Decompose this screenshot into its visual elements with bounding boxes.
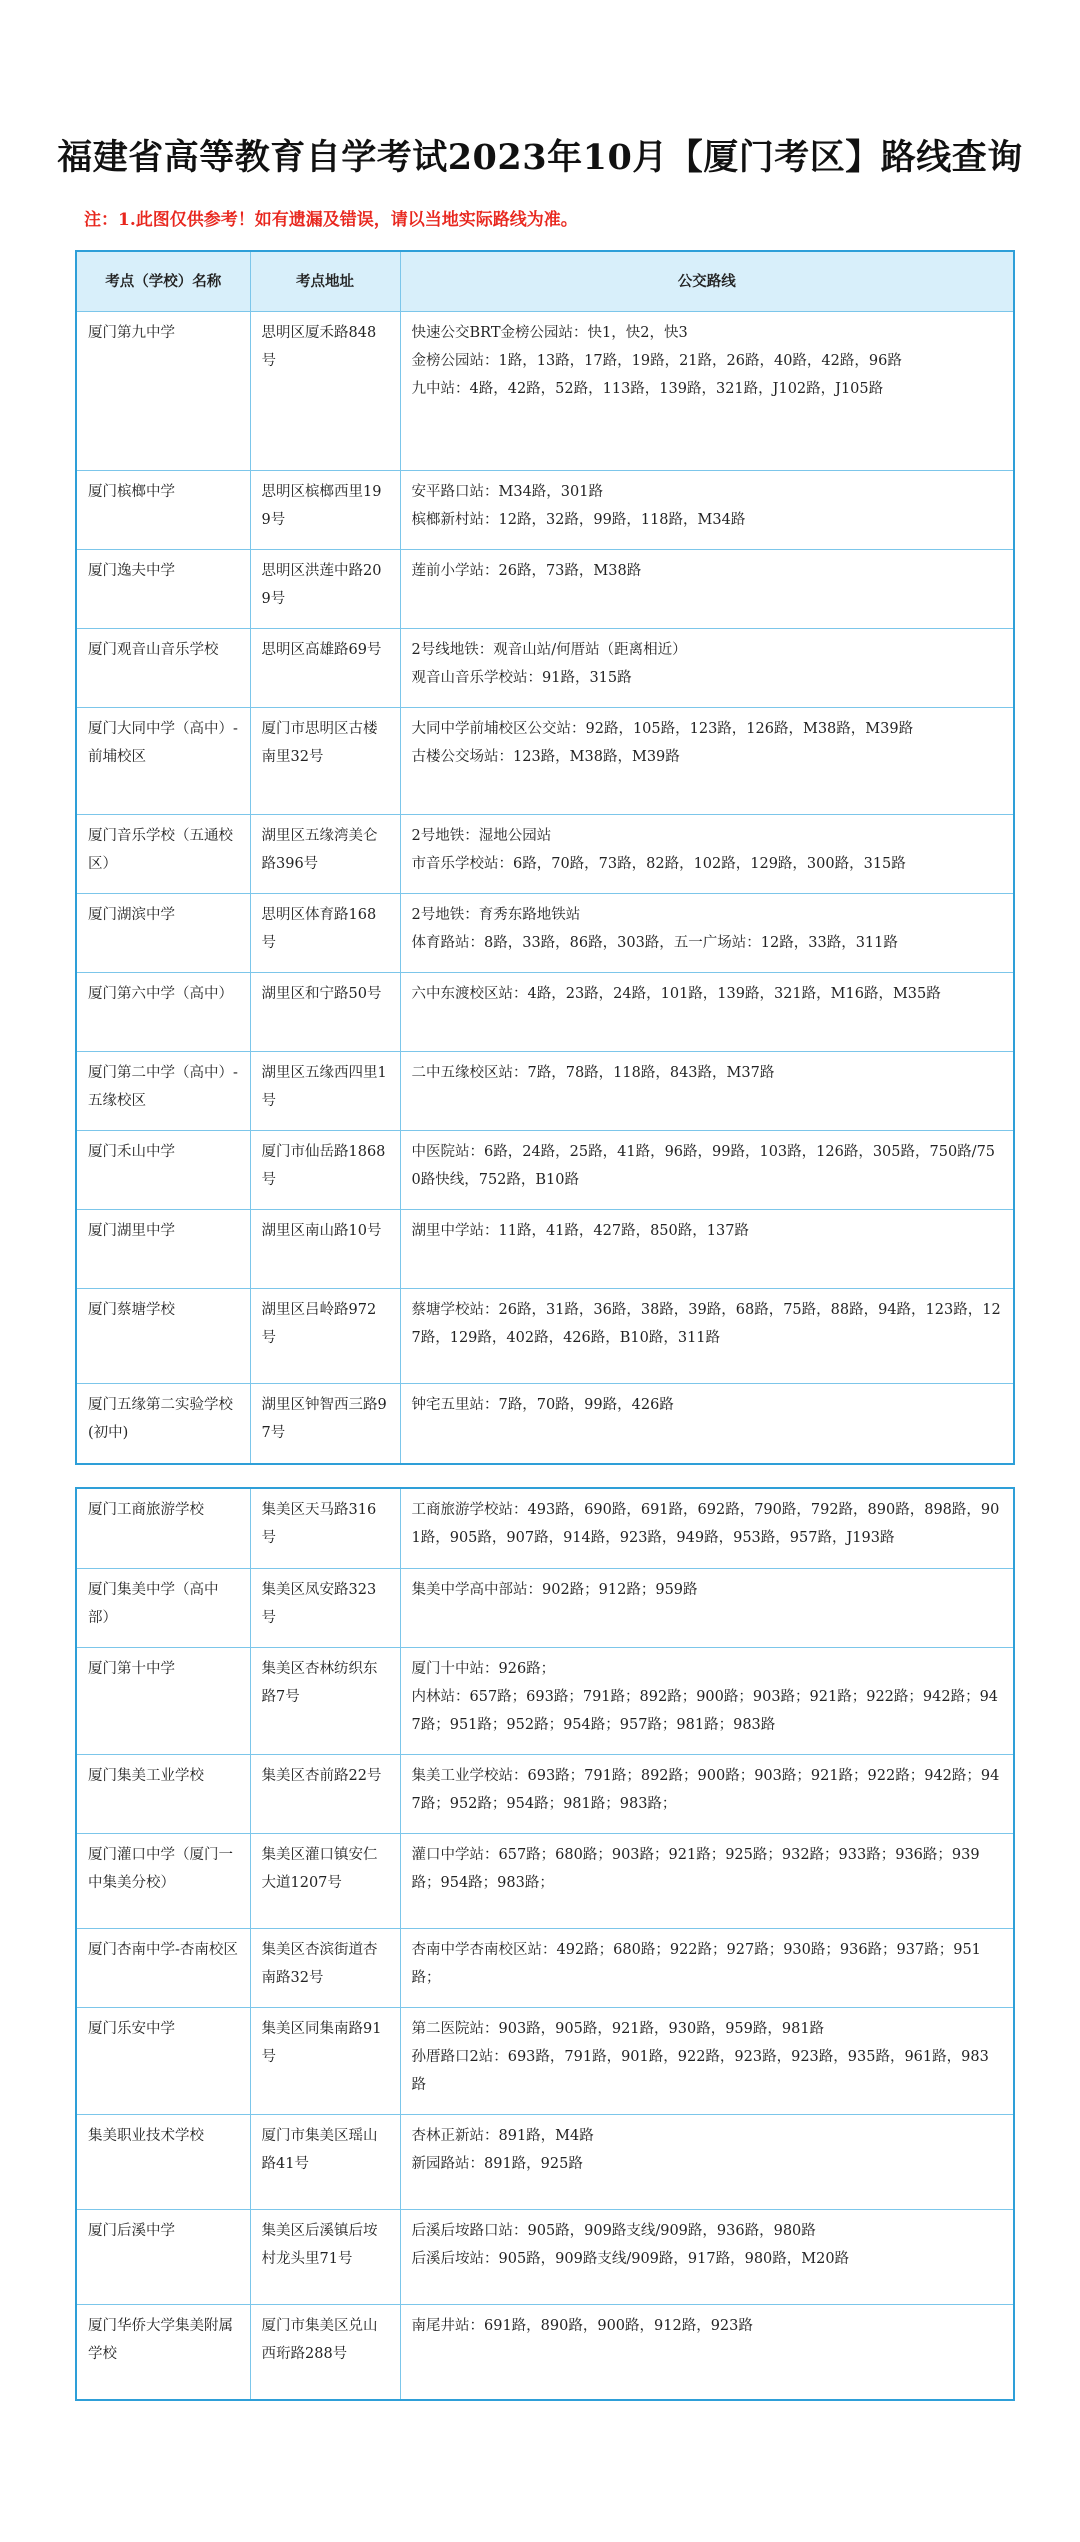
table-row	[77, 1833, 1013, 1928]
bus-routes	[400, 815, 1013, 894]
route-line: 市音乐学校站：6路，70路，73路，82路，102路，129路，300路，315路	[411, 856, 906, 872]
bus-routes	[400, 2007, 1013, 2114]
route-line: 2号地铁：育秀东路地铁站	[411, 907, 581, 923]
school-address: 厦门市思明区古楼南里32号	[250, 708, 400, 815]
table-row	[77, 973, 1013, 1052]
table-row	[77, 550, 1013, 629]
page-title: 福建省高等教育自学考试2023年10月【厦门考区】路线查询	[57, 137, 1023, 178]
route-table-2	[75, 1487, 1015, 2401]
bus-routes	[400, 1833, 1013, 1928]
route-line: 杏林正新站：891路，M4路	[411, 2127, 594, 2144]
route-line: 厦门十中站：926路；	[411, 1660, 556, 1677]
school-name: 厦门音乐学校（五通校区）	[77, 815, 250, 894]
school-name: 厦门后溪中学	[77, 2209, 250, 2304]
bus-routes	[400, 1210, 1013, 1289]
school-address: 湖里区五缘湾美仑路396号	[250, 815, 400, 894]
school-name: 厦门灌口中学（厦门一中集美分校）	[77, 1833, 250, 1928]
school-address: 思明区体育路168号	[250, 894, 400, 973]
school-name: 厦门湖滨中学	[77, 894, 250, 973]
school-name: 厦门杏南中学-杏南校区	[77, 1928, 250, 2007]
table-row	[77, 815, 1013, 894]
table-row	[77, 1384, 1013, 1463]
school-name: 厦门大同中学（高中）-前埔校区	[77, 708, 250, 815]
route-line: 后溪后垵站：905路，909路支线/909路，917路，980路，M20路	[411, 2250, 850, 2267]
route-line: 2号线地铁：观音山站/何厝站（距离相近）	[411, 642, 687, 658]
route-line: 二中五缘校区站：7路，78路，118路，843路，M37路	[411, 1065, 775, 1081]
school-name: 厦门华侨大学集美附属学校	[77, 2304, 250, 2399]
bus-routes	[400, 2209, 1013, 2304]
route-line: 2号地铁：湿地公园站	[411, 828, 552, 844]
route-line: 中医院站：6路，24路，25路，41路，96路，99路，103路，126路，305路，750路/750路快线，752路，B10路	[411, 1144, 996, 1188]
route-line: 工商旅游学校站：493路，690路，691路，692路，790路，792路，890路，898路，901路，905路，907路，914路，923路，949路，953路，957路，J193路	[411, 1502, 1000, 1546]
school-address: 集美区凤安路323号	[250, 1568, 400, 1647]
route-line: 集美工业学校站：693路；791路；892路；900路；903路；921路；922路；942路；947路；952路；954路；981路；983路；	[411, 1767, 1000, 1812]
school-address: 湖里区五缘西四里1号	[250, 1052, 400, 1131]
table-row	[77, 1052, 1013, 1131]
school-name: 厦门第二中学（高中）-五缘校区	[77, 1052, 250, 1131]
school-name: 厦门湖里中学	[77, 1210, 250, 1289]
school-address: 集美区杏滨街道杏南路32号	[250, 1928, 400, 2007]
route-line: 内林站：657路；693路；791路；892路；900路；903路；921路；922路；942路；947路；951路；952路；954路；957路；981路；983路	[411, 1688, 999, 1733]
school-address: 集美区同集南路91号	[250, 2007, 400, 2114]
route-line: 杏南中学杏南校区站：492路；680路；922路；927路；930路；936路；937路；951路；	[411, 1941, 981, 1986]
header-school: 考点（学校）名称	[77, 252, 250, 312]
bus-routes	[400, 2304, 1013, 2399]
school-name: 厦门第十中学	[77, 1647, 250, 1754]
route-line: 体育路站：8路，33路，86路，303路，五一广场站：12路，33路，311路	[411, 935, 898, 951]
bus-routes	[400, 1754, 1013, 1833]
school-name: 厦门槟榔中学	[77, 471, 250, 550]
school-address: 思明区洪莲中路209号	[250, 550, 400, 629]
school-name: 厦门五缘第二实验学校(初中)	[77, 1384, 250, 1463]
table-row	[77, 1754, 1013, 1833]
route-line: 集美中学高中部站：902路；912路；959路	[411, 1581, 698, 1598]
route-line: 第二医院站：903路，905路，921路，930路，959路，981路	[411, 2020, 825, 2037]
school-name: 厦门集美中学（高中部）	[77, 1568, 250, 1647]
header-route: 公交路线	[400, 252, 1013, 312]
route-line: 灌口中学站：657路；680路；903路；921路；925路；932路；933路；936路；939路；954路；983路；	[411, 1846, 980, 1891]
school-name: 厦门集美工业学校	[77, 1754, 250, 1833]
table-row	[77, 1289, 1013, 1384]
route-line: 湖里中学站：11路，41路，427路，850路，137路	[411, 1223, 749, 1239]
school-name: 厦门逸夫中学	[77, 550, 250, 629]
route-line: 南尾井站：691路，890路，900路，912路，923路	[411, 2317, 753, 2334]
bus-routes	[400, 550, 1013, 629]
bus-routes	[400, 1489, 1013, 1568]
table-row	[77, 629, 1013, 708]
table-row	[77, 2007, 1013, 2114]
table-row	[77, 1647, 1013, 1754]
route-line: 快速公交BRT金榜公园站：快1，快2，快3	[411, 325, 688, 341]
bus-routes	[400, 471, 1013, 550]
bus-routes	[400, 1052, 1013, 1131]
route-line: 观音山音乐学校站：91路，315路	[411, 670, 632, 686]
school-address: 湖里区吕岭路972号	[250, 1289, 400, 1384]
table-row	[77, 2209, 1013, 2304]
table-row	[77, 894, 1013, 973]
route-line: 六中东渡校区站：4路，23路，24路，101路，139路，321路，M16路，M35路	[411, 986, 941, 1002]
table-row	[77, 1568, 1013, 1647]
table-row	[77, 471, 1013, 550]
bus-routes	[400, 2114, 1013, 2209]
route-line: 莲前小学站：26路，73路，M38路	[411, 563, 642, 579]
header-address: 考点地址	[250, 252, 400, 312]
school-address: 思明区槟榔西里199号	[250, 471, 400, 550]
bus-routes	[400, 1131, 1013, 1210]
bus-routes	[400, 1928, 1013, 2007]
school-name: 厦门乐安中学	[77, 2007, 250, 2114]
bus-routes	[400, 894, 1013, 973]
bus-routes	[400, 1568, 1013, 1647]
school-address: 集美区杏林纺织东路7号	[250, 1647, 400, 1754]
school-address: 集美区后溪镇后垵村龙头里71号	[250, 2209, 400, 2304]
table-row	[77, 2114, 1013, 2209]
school-name: 厦门蔡塘学校	[77, 1289, 250, 1384]
route-line: 安平路口站：M34路，301路	[411, 484, 603, 500]
school-name: 厦门观音山音乐学校	[77, 629, 250, 708]
school-address: 集美区灌口镇安仁大道1207号	[250, 1833, 400, 1928]
table-header-row	[77, 252, 1013, 312]
school-address: 湖里区和宁路50号	[250, 973, 400, 1052]
school-address: 湖里区南山路10号	[250, 1210, 400, 1289]
route-line: 蔡塘学校站：26路，31路，36路，38路，39路，68路，75路，88路，94路，123路，127路，129路，402路，426路，B10路，311路	[411, 1302, 1001, 1346]
bus-routes	[400, 708, 1013, 815]
school-address: 集美区杏前路22号	[250, 1754, 400, 1833]
table-row	[77, 1928, 1013, 2007]
table-row	[77, 312, 1013, 471]
school-address: 厦门市集美区瑶山路41号	[250, 2114, 400, 2209]
bus-routes	[400, 629, 1013, 708]
route-line: 九中站：4路，42路，52路，113路，139路，321路，J102路，J105路	[411, 381, 884, 397]
bus-routes	[400, 1289, 1013, 1384]
school-name: 厦门第六中学（高中）	[77, 973, 250, 1052]
route-line: 后溪后垵路口站：905路，909路支线/909路，936路，980路	[411, 2222, 816, 2239]
bus-routes	[400, 1647, 1013, 1754]
table-row	[77, 1489, 1013, 1568]
route-line: 古楼公交场站：123路，M38路，M39路	[411, 749, 680, 765]
school-address: 厦门市仙岳路1868号	[250, 1131, 400, 1210]
route-line: 金榜公园站：1路，13路，17路，19路，21路，26路，40路，42路，96路	[411, 353, 902, 369]
table-row	[77, 1210, 1013, 1289]
school-address: 湖里区钟智西三路97号	[250, 1384, 400, 1463]
route-table-1	[75, 250, 1015, 1465]
school-address: 厦门市集美区兑山西珩路288号	[250, 2304, 400, 2399]
school-name: 厦门禾山中学	[77, 1131, 250, 1210]
bus-routes	[400, 312, 1013, 471]
school-name: 厦门工商旅游学校	[77, 1489, 250, 1568]
school-name: 集美职业技术学校	[77, 2114, 250, 2209]
route-line: 大同中学前埔校区公交站：92路，105路，123路，126路，M38路，M39路	[411, 721, 914, 737]
route-line: 槟榔新村站：12路，32路，99路，118路，M34路	[411, 512, 746, 528]
route-line: 孙厝路口2站：693路，791路，901路，922路，923路，923路，935路，961路，983路	[411, 2048, 989, 2093]
table-row	[77, 1131, 1013, 1210]
table-row	[77, 2304, 1013, 2399]
bus-routes	[400, 973, 1013, 1052]
disclaimer-note: 注：1.此图仅供参考！如有遗漏及错误，请以当地实际路线为准。	[84, 210, 578, 230]
table-row	[77, 708, 1013, 815]
bus-routes	[400, 1384, 1013, 1463]
school-address: 思明区高雄路69号	[250, 629, 400, 708]
route-line: 新园路站：891路，925路	[411, 2155, 583, 2172]
school-address: 集美区天马路316号	[250, 1489, 400, 1568]
school-address: 思明区厦禾路848号	[250, 312, 400, 471]
route-line: 钟宅五里站：7路，70路，99路，426路	[411, 1397, 674, 1413]
school-name: 厦门第九中学	[77, 312, 250, 471]
